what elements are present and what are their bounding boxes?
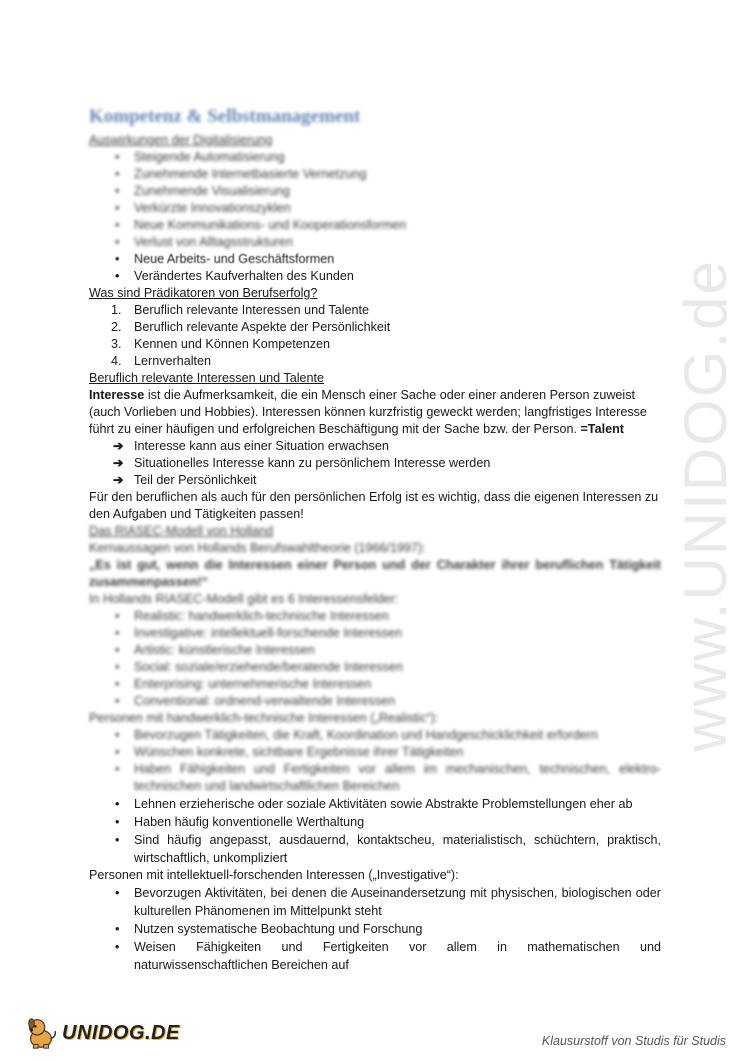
document-title: Kompetenz & Selbstmanagement <box>89 106 361 127</box>
list-item <box>89 438 661 455</box>
list-number: 3. <box>111 337 122 351</box>
list-item <box>89 455 661 472</box>
definition-text: ist die Aufmerksamkeit, die ein Mensch einer Sache oder einer anderen Person zuweist (auch Vorlieben und Hobbies). Interessen können kurzfristig geweckt werden; langfristiges Interesse führt zu einer häufigen und erfolgreichen Beschäftigung mit der Sache bzw. der Person. <box>89 388 647 436</box>
list-item: • Sind häufig angepasst, ausdauernd, kontaktscheu, materialistisch, schüchtern, praktisch, wirtschaftlich, unkompliziert <box>89 831 661 867</box>
footer-tagline: Klausurstoff von Studis für Studis <box>541 1034 726 1048</box>
list-item <box>89 302 661 319</box>
section-heading-interessen: Beruflich relevante Interessen und Talente <box>89 371 325 385</box>
digital-list <box>89 149 661 251</box>
list-item: • Social: soziale/erziehende/beratende Interessen <box>89 659 661 676</box>
list-item <box>89 336 661 353</box>
document-content <box>89 104 661 974</box>
realistic-heading: Personen mit handwerklich-technische Interessen („Realistic“): <box>89 711 439 725</box>
list-item <box>89 353 661 370</box>
list-item: • Enterprising: unternehmerische Interessen <box>89 676 661 693</box>
investigative-heading: Personen mit intellektuell-forschenden Interessen („Investigative“): <box>89 868 459 882</box>
watermark <box>665 258 745 752</box>
digital-list-visible <box>89 251 661 285</box>
unidog-logo <box>22 1012 180 1054</box>
list-item: • Haben Fähigkeiten und Fertigkeiten vor allem im mechanischen, technischen, elektro-technischen und landwirtschaftlichen Bereichen <box>89 761 661 795</box>
interessen-closing: Für den beruflichen als auch für den persönlichen Erfolg ist es wichtig, dass die eigenen Interessen zu den Aufgaben und Tätigkeiten passen! <box>89 490 659 521</box>
riasec-fields-list <box>89 608 661 710</box>
list-item: • Haben häufig konventionelle Werthaltung <box>89 813 661 831</box>
list-item: • Zunehmende Internetbasierte Vernetzung <box>89 166 661 183</box>
list-item <box>89 319 661 336</box>
list-item: • Lehnen erzieherische oder soziale Aktivitäten sowie Abstrakte Problemstellungen eher ab <box>89 795 661 813</box>
talent-label: =Talent <box>580 422 624 436</box>
logo-text: UNIDOG.DE <box>62 1021 180 1044</box>
section-heading-digital: Auswirkungen der Digitalisierung <box>89 133 273 147</box>
list-item: • Realistic: handwerklich-technische Interessen <box>89 608 661 625</box>
list-item: • Neue Kommunikations- und Kooperationsformen <box>89 217 661 234</box>
list-number: 4. <box>111 354 122 368</box>
investigative-list <box>89 884 661 974</box>
list-item-text: Lernverhalten <box>134 354 212 368</box>
list-item: • Neue Arbeits- und Geschäftsformen <box>89 251 661 268</box>
list-item: • Investigative: intellektuell-forschende Interessen <box>89 625 661 642</box>
list-item-text: Kennen und Können Kompetenzen <box>134 337 331 351</box>
list-item: • Verändertes Kaufverhalten des Kunden <box>89 268 661 285</box>
list-item: • Weisen Fähigkeiten und Fertigkeiten vor allem in mathematischen und naturwissenschaftlichen Bereichen auf <box>89 938 661 974</box>
list-item-text: Interesse kann aus einer Situation erwachsen <box>134 439 389 453</box>
list-item: • Verlust von Alltagsstrukturen <box>89 234 661 251</box>
list-item: • Steigende Automatisierung <box>89 149 661 166</box>
list-item-text: Beruflich relevante Interessen und Talente <box>134 303 370 317</box>
arrow-icon: ➔ <box>113 473 124 487</box>
list-item-text: Beruflich relevante Aspekte der Persönlichkeit <box>134 320 391 334</box>
riasec-intro: In Hollands RIASEC-Modell gibt es 6 Interessensfelder: <box>89 592 399 606</box>
list-item-text: Situationelles Interesse kann zu persönlichem Interesse werden <box>134 456 491 470</box>
riasec-question: „Es ist gut, wenn die Interessen einer Person und der Charakter ihrer beruflichen Tätigkeit zusammenpassen!“ <box>89 558 661 589</box>
riasec-kernaussagen: Kernaussagen von Hollands Berufswahltheorie (1966/1997): <box>89 541 426 555</box>
list-item: • Conventional: ordnend-verwaltende Interessen <box>89 693 661 710</box>
list-item: • Verkürzte Innovationszyklen <box>89 200 661 217</box>
realistic-list <box>89 795 661 867</box>
list-item <box>89 472 661 489</box>
realistic-list-blurred <box>89 727 661 795</box>
list-item: • Artistic: künstlerische Interessen <box>89 642 661 659</box>
arrow-icon: ➔ <box>113 456 124 470</box>
list-number: 2. <box>111 320 122 334</box>
list-number: 1. <box>111 303 122 317</box>
interessen-arrow-list <box>89 438 661 489</box>
blurred-section-top <box>89 104 661 251</box>
blurred-section-middle <box>89 523 661 795</box>
interesse-term: Interesse <box>89 388 145 402</box>
list-item: • Zunehmende Visualisierung <box>89 183 661 200</box>
section-heading-praedikatoren: Was sind Prädikatoren von Berufserfolg? <box>89 286 318 300</box>
list-item: • Bevorzugen Aktivitäten, bei denen die Auseinandersetzung mit physischen, biologischen oder kulturellen Phänomenen im Mittelpunkt steht <box>89 884 661 920</box>
list-item: • Wünschen konkrete, sichtbare Ergebnisse ihrer Tätigkeiten <box>89 744 661 761</box>
arrow-icon: ➔ <box>113 439 124 453</box>
list-item: • Bevorzugen Tätigkeiten, die Kraft, Koordination und Handgeschicklichkeit erfordern <box>89 727 661 744</box>
watermark-text: www.UNIDOG.de <box>671 258 739 752</box>
list-item-text: Teil der Persönlichkeit <box>134 473 257 487</box>
praedikatoren-list <box>89 302 661 370</box>
list-item: • Nutzen systematische Beobachtung und Forschung <box>89 920 661 938</box>
dog-mascot-icon <box>22 1014 60 1052</box>
section-heading-riasec: Das RIASEC-Modell von Holland <box>89 524 274 538</box>
interesse-definition <box>89 387 661 438</box>
